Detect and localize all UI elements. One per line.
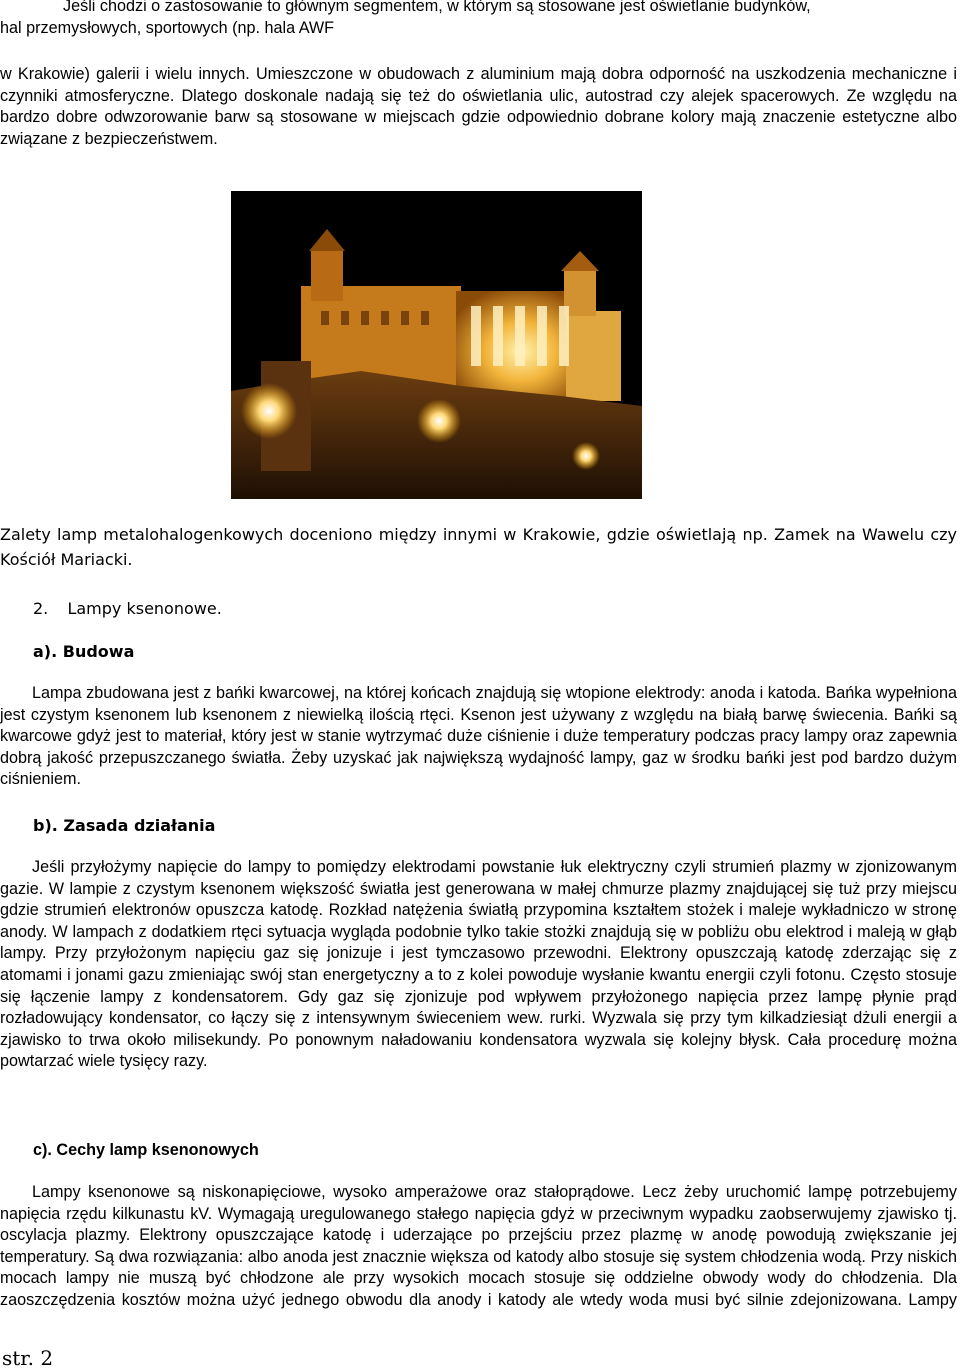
subsection-a-title: Budowa <box>62 642 135 661</box>
intro-paragraph: w Krakowie) galerii i wielu innych. Umieszczone w obudowach z aluminium mają dobra odporność na uszkodzenia mechaniczne i czynniki atmosferyczne. Dlatego doskonale nadają się też do oświetlania ulic, autostrad czy alejek spacerowych. Ze względu na bardzo dobre odwzorowanie barw są stosowane w miejscach gdzie odpowiednio dobrane kolory mają znaczenie estetyczne albo związane z bezpieczeństwem. <box>0 65 957 148</box>
subsection-a-heading <box>33 641 134 662</box>
section-2-number: 2. <box>33 599 49 618</box>
subsection-a-label: a). <box>33 642 58 661</box>
photo-caption: Zalety lamp metalohalogenkowych doceniono między innymi w Krakowie, gdzie oświetlają np. Zamek na Wawelu czy Kościół Mariacki. <box>0 525 957 569</box>
subsection-b-label: b). <box>33 816 58 835</box>
subsection-b-heading <box>33 815 215 836</box>
subsection-b-body: Jeśli przyłożymy napięcie do lampy to pomiędzy elektrodami powstanie łuk elektryczny czyli strumień plazmy w zjonizowanym gazie. W lampie z czystym ksenonem większość światła jest generowana w małej chmurze plazmy znajdującej się tuż przy miejscu gdzie strumień elektronów opuszcza katodę. Rozkład natężenia światłą przypomina kształtem stożek i maleje wykładniczo w stronę anody. W lampach z dodatkiem rtęci sytuacja wygląda podobnie tylko takie stożki znajdują się w pobliżu obu elektrod i maleją w głąb lampy. Przy przyłożonym napięciu gaz się jonizuje i jest tymczasowo przewodni. Elektrony opuszczają katodę zderzając się z atomami i jonami gazu zmieniając swój stan energetyczny a to z kolei powoduje wysłanie kwantu energii czyli fotonu. Często stosuje się łączenie lampy z kondensatorem. Gdy gaz się zjonizuje pod wpływem przyłożonego napięcia przez lampę płynie prąd rozładowujący kondensator, co łączy się z intensywnym świeceniem wew. rurki. Wyzwala się przy tym kilkadziesiąt dżuli energii a zjawisko to trwa około milisekundy. Po ponownym naładowaniu kondensatora wyzwala się kolejny błysk. Cała procedurę można powtarzać wiele tysięcy razy. <box>0 858 957 1071</box>
section-2-heading <box>33 598 222 619</box>
section-2-title: Lampy ksenonowe. <box>67 599 222 618</box>
subsection-c-title: Cechy lamp ksenonowych <box>56 1141 259 1159</box>
subsection-c-label: c). <box>33 1141 52 1159</box>
page-number: str. 2 <box>2 1346 54 1370</box>
intro-line-1: Jeśli chodzi o zastosowanie to głównym segmentem, w którym są stosowane jest oświetlanie budynków, <box>63 0 811 15</box>
intro-line-2: hal przemysłowych, sportowych (np. hala AWF <box>0 19 335 37</box>
wawel-castle-night-photo <box>231 191 642 499</box>
subsection-c-body: Lampy ksenonowe są niskonapięciowe, wysoko amperażowe oraz stałoprądowe. Lecz żeby uruchomić lampę potrzebujemy napięcia rzędu kilkunastu kV. Wymagają uregulowanego stałego napięcia gdyż w przeciwnym wypadku zaobserwujemy zjawisko tj. oscylacja plazmy. Elektrony opuszczające katodę i uderzające po przejściu przez plazmę w anodę powodują zwiększanie jej temperatury. Są dwa rozwiązania: albo anoda jest znacznie większa od katody albo stosuje się system chłodzenia wodą. Przy niskich mocach lampy nie muszą być chłodzone ale przy wysokich mocach stosuje się oddzielne obwody wody do chłodzenia. Dla zaoszczędzenia kosztów można użyć jednego obwodu dla anody i katody ale wtedy woda musi być silnie zdejonizowana. Lampy <box>0 1183 957 1309</box>
subsection-a-body: Lampa zbudowana jest z bańki kwarcowej, na której końcach znajdują się wtopione elektrody: anoda i katoda. Bańka wypełniona jest czystym ksenonem lub ksenonem z niewielką ilością rtęci. Ksenon jest używany z względu na białą barwę świecenia. Bańki są kwarcowe gdyż jest to materiał, który jest w stanie wytrzymać duże ciśnienie i duże temperatury podczas pracy lampy oraz zapewnia dobrą jakość przepuszczanego światła. Żeby uzyskać jak największą wydajność lampy, gaz w środku bańki jest pod bardzo dużym ciśnieniem. <box>0 684 957 789</box>
subsection-c-heading <box>33 1140 259 1161</box>
subsection-b-title: Zasada działania <box>63 816 216 835</box>
